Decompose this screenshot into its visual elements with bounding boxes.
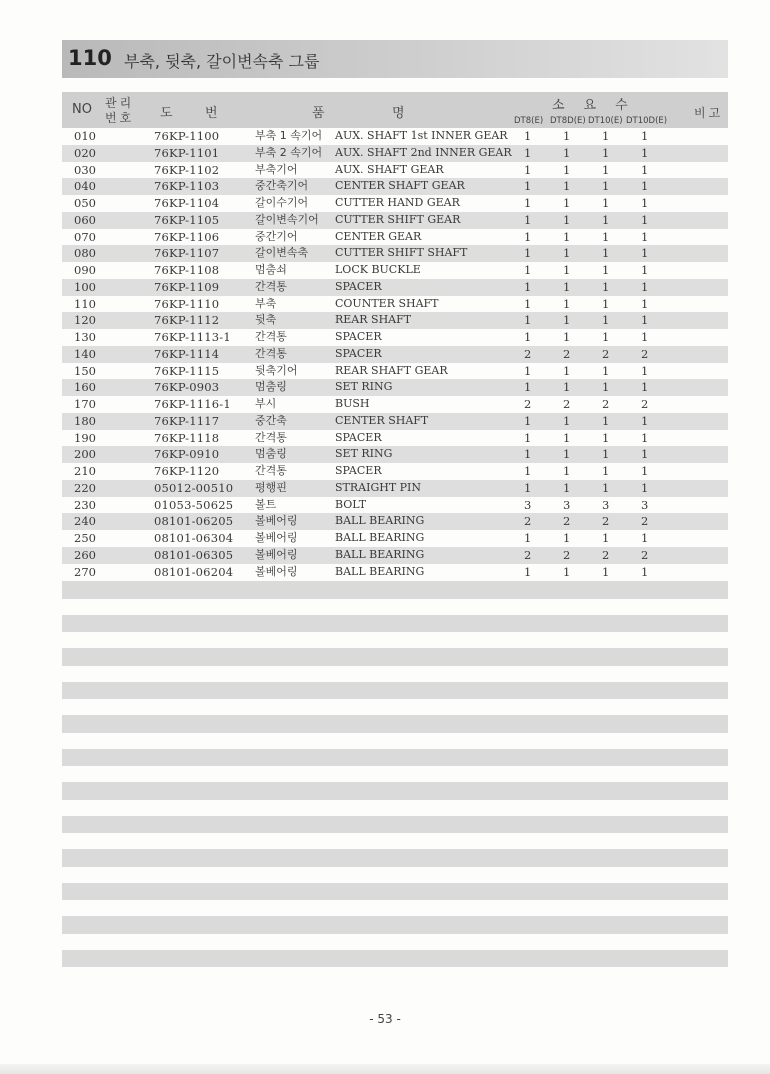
row-qty-dt10d: 1: [641, 480, 649, 495]
header-model: DT8(E): [514, 116, 544, 126]
row-korean-name: 간격통: [255, 346, 287, 360]
row-part-number: 76KP-1103: [154, 179, 220, 194]
empty-row-stripe: [62, 615, 728, 633]
row-qty-dt8: 1: [524, 531, 532, 545]
section-number: 110: [68, 46, 112, 70]
row-qty-dt8d: 1: [563, 196, 571, 210]
row-qty-dt10: 1: [602, 313, 610, 328]
row-qty-dt8d: 1: [563, 229, 571, 244]
row-english-name: BALL BEARING: [335, 514, 425, 528]
row-no: 150: [74, 363, 96, 378]
row-qty-dt10: 1: [602, 464, 610, 478]
row-no: 210: [74, 464, 96, 478]
row-qty-dt8: 1: [524, 447, 532, 462]
row-qty-dt8d: 1: [563, 413, 571, 428]
row-qty-dt8d: 1: [563, 564, 571, 579]
row-qty-dt10: 1: [602, 531, 610, 545]
row-korean-name: 부축: [255, 296, 277, 310]
row-qty-dt8: 1: [524, 413, 532, 428]
row-english-name: SPACER: [335, 430, 382, 444]
row-english-name: SPACER: [335, 279, 382, 293]
row-qty-dt10d: 1: [641, 564, 649, 579]
row-no: 180: [74, 413, 96, 428]
row-qty-dt10: 1: [602, 129, 610, 143]
row-no: 170: [74, 397, 96, 411]
row-qty-dt8: 1: [524, 212, 532, 227]
table-row: [62, 346, 728, 363]
row-no: 270: [74, 564, 96, 579]
row-english-name: COUNTER SHAFT: [335, 296, 439, 310]
row-qty-dt8: 1: [524, 296, 532, 311]
row-no: 160: [74, 380, 96, 395]
row-qty-dt8d: 1: [563, 145, 571, 160]
row-part-number: 76KP-1106: [154, 229, 220, 244]
row-part-number: 76KP-1112: [154, 313, 220, 328]
row-part-number: 76KP-1113-1: [154, 330, 231, 344]
row-no: 040: [74, 179, 96, 194]
table-row: [62, 178, 728, 195]
row-qty-dt10d: 1: [641, 145, 649, 160]
row-qty-dt10d: 1: [641, 363, 649, 378]
empty-row-stripe: [62, 682, 728, 700]
header-remarks: 비고: [694, 106, 724, 120]
row-qty-dt10d: 1: [641, 380, 649, 395]
row-part-number: 76KP-1116-1: [154, 397, 231, 411]
empty-row-stripe: [62, 950, 728, 968]
row-part-number: 76KP-1100: [154, 129, 220, 143]
row-english-name: SET RING: [335, 380, 393, 394]
table-row: [62, 229, 728, 246]
row-part-number: 76KP-0903: [154, 380, 220, 395]
row-english-name: AUX. SHAFT 1st INNER GEAR: [335, 129, 508, 142]
row-qty-dt8: 1: [524, 380, 532, 395]
row-english-name: BALL BEARING: [335, 564, 425, 578]
row-part-number: 76KP-1102: [154, 162, 220, 177]
row-no: 130: [74, 330, 96, 344]
header-model: DT10D(E): [626, 116, 668, 126]
row-qty-dt8d: 2: [563, 514, 571, 529]
row-no: 190: [74, 430, 96, 445]
header-model: DT10(E): [588, 116, 623, 126]
row-part-number: 05012-00510: [154, 480, 234, 495]
header-mgmt-line2: 번호: [105, 111, 135, 125]
row-qty-dt10: 1: [602, 145, 610, 160]
table-row: [62, 162, 728, 179]
row-qty-dt10d: 1: [641, 162, 649, 177]
empty-table-rows: [62, 581, 728, 983]
empty-row-stripe: [62, 816, 728, 834]
row-qty-dt10d: 1: [641, 430, 649, 445]
row-qty-dt8d: 1: [563, 531, 571, 545]
row-qty-dt8d: 1: [563, 129, 571, 143]
row-english-name: CUTTER HAND GEAR: [335, 196, 460, 209]
row-qty-dt8: 2: [524, 397, 532, 411]
row-no: 250: [74, 531, 96, 545]
row-no: 020: [74, 145, 96, 160]
row-qty-dt8d: 1: [563, 162, 571, 177]
page-bottom-edge: [0, 1064, 770, 1074]
row-korean-name: 볼베어링: [255, 514, 298, 528]
table-row: [62, 547, 728, 564]
row-qty-dt10d: 1: [641, 263, 649, 277]
row-no: 140: [74, 346, 96, 361]
row-korean-name: 볼베어링: [255, 564, 298, 578]
table-row: [62, 497, 728, 514]
row-qty-dt8d: 1: [563, 363, 571, 378]
row-qty-dt10: 1: [602, 380, 610, 395]
row-korean-name: 평행핀: [255, 480, 287, 494]
row-part-number: 76KP-1115: [154, 363, 220, 378]
row-qty-dt10d: 1: [641, 279, 649, 294]
empty-row-stripe: [62, 648, 728, 666]
row-korean-name: 멈춤링: [255, 447, 287, 461]
row-part-number: 76KP-1114: [154, 346, 220, 361]
empty-row-stripe: [62, 883, 728, 901]
row-qty-dt8d: 1: [563, 330, 571, 344]
row-qty-dt8: 1: [524, 129, 532, 143]
row-part-number: 08101-06304: [154, 531, 234, 545]
row-korean-name: 갈이변속기어: [255, 212, 319, 226]
row-no: 080: [74, 246, 96, 261]
row-part-number: 01053-50625: [154, 497, 234, 512]
row-qty-dt8d: 1: [563, 263, 571, 277]
row-no: 200: [74, 447, 96, 462]
page-number: - 53 -: [369, 1012, 401, 1026]
row-part-number: 08101-06204: [154, 564, 234, 579]
table-row: [62, 145, 728, 162]
row-korean-name: 중간기어: [255, 229, 298, 243]
row-qty-dt10d: 1: [641, 330, 649, 344]
row-qty-dt10: 1: [602, 447, 610, 462]
row-no: 030: [74, 162, 96, 177]
table-row: [62, 245, 728, 262]
row-qty-dt8d: 1: [563, 296, 571, 311]
row-part-number: 08101-06205: [154, 514, 234, 529]
row-korean-name: 부축 1 속기어: [255, 129, 323, 142]
row-qty-dt10: 3: [602, 497, 610, 512]
row-korean-name: 뒷축: [255, 313, 277, 327]
row-qty-dt10: 1: [602, 162, 610, 177]
row-part-number: 76KP-1108: [154, 263, 220, 277]
row-qty-dt10d: 3: [641, 497, 649, 512]
row-part-number: 76KP-1107: [154, 246, 220, 261]
row-qty-dt8: 1: [524, 464, 532, 478]
row-korean-name: 간격통: [255, 330, 287, 343]
row-qty-dt10d: 1: [641, 196, 649, 210]
row-qty-dt8d: 1: [563, 246, 571, 261]
row-english-name: AUX. SHAFT GEAR: [335, 162, 444, 176]
table-row: [62, 195, 728, 212]
empty-row-stripe: [62, 916, 728, 934]
table-row: [62, 463, 728, 480]
row-qty-dt8d: 1: [563, 430, 571, 445]
row-qty-dt10: 1: [602, 263, 610, 277]
row-part-number: 76KP-1110: [154, 296, 220, 311]
row-qty-dt10: 1: [602, 212, 610, 227]
row-korean-name: 멈춤링: [255, 380, 287, 394]
row-qty-dt10d: 1: [641, 531, 649, 545]
row-qty-dt8: 1: [524, 263, 532, 277]
row-no: 260: [74, 547, 96, 562]
table-row: [62, 312, 728, 329]
row-qty-dt8: 1: [524, 229, 532, 244]
row-english-name: BOLT: [335, 497, 367, 511]
table-row: [62, 296, 728, 313]
row-qty-dt10d: 1: [641, 447, 649, 462]
row-qty-dt10: 1: [602, 330, 610, 344]
row-qty-dt10d: 1: [641, 413, 649, 428]
row-no: 120: [74, 313, 96, 328]
header-part-no-2: 번: [205, 106, 218, 121]
header-part-no-1: 도: [160, 106, 173, 121]
row-qty-dt8d: 1: [563, 179, 571, 194]
row-english-name: SPACER: [335, 346, 382, 360]
row-qty-dt10: 2: [602, 547, 610, 562]
row-no: 220: [74, 480, 96, 495]
row-korean-name: 중간축기어: [255, 179, 309, 193]
row-part-number: 76KP-1101: [154, 145, 220, 160]
table-row: [62, 530, 728, 547]
row-qty-dt8d: 1: [563, 447, 571, 462]
row-qty-dt8: 1: [524, 313, 532, 328]
table-row: [62, 363, 728, 380]
row-no: 100: [74, 279, 96, 294]
row-no: 090: [74, 263, 96, 277]
row-english-name: SET RING: [335, 447, 393, 461]
row-qty-dt8: 2: [524, 547, 532, 562]
row-qty-dt8d: 2: [563, 547, 571, 562]
row-qty-dt10d: 2: [641, 397, 649, 411]
table-row: [62, 212, 728, 229]
row-qty-dt10d: 1: [641, 313, 649, 328]
row-qty-dt10: 1: [602, 246, 610, 261]
row-qty-dt10: 1: [602, 279, 610, 294]
row-qty-dt8: 1: [524, 162, 532, 177]
header-mgmt-line1: 관리: [105, 96, 135, 110]
row-qty-dt8d: 2: [563, 397, 571, 411]
row-korean-name: 멈춤쇠: [255, 263, 287, 276]
empty-row-stripe: [62, 749, 728, 767]
row-qty-dt10: 2: [602, 397, 610, 411]
row-no: 070: [74, 229, 96, 244]
row-korean-name: 부축 2 속기어: [255, 145, 323, 159]
row-qty-dt8: 1: [524, 480, 532, 495]
row-qty-dt8d: 1: [563, 279, 571, 294]
header-required-qty: 소요수: [552, 98, 647, 113]
empty-row-stripe: [62, 782, 728, 800]
row-part-number: 76KP-1104: [154, 196, 220, 210]
row-korean-name: 볼베어링: [255, 547, 298, 561]
row-part-number: 76KP-0910: [154, 447, 220, 462]
table-row: [62, 446, 728, 463]
row-qty-dt10d: 1: [641, 464, 649, 478]
row-english-name: CENTER GEAR: [335, 229, 422, 243]
row-korean-name: 갈이변속축: [255, 246, 309, 260]
row-part-number: 76KP-1120: [154, 464, 220, 478]
row-korean-name: 갈이수기어: [255, 196, 309, 209]
row-qty-dt10d: 1: [641, 179, 649, 194]
row-qty-dt8d: 1: [563, 464, 571, 478]
table-row: [62, 262, 728, 279]
table-row: [62, 413, 728, 430]
header-model: DT8D(E): [550, 116, 586, 126]
table-row: [62, 396, 728, 413]
row-english-name: SPACER: [335, 330, 382, 343]
row-english-name: REAR SHAFT: [335, 313, 412, 327]
row-no: 230: [74, 497, 96, 512]
row-qty-dt8: 1: [524, 196, 532, 210]
row-english-name: CENTER SHAFT: [335, 413, 429, 427]
row-no: 010: [74, 129, 96, 143]
row-qty-dt10d: 2: [641, 346, 649, 361]
row-part-number: 76KP-1117: [154, 413, 220, 428]
row-qty-dt8: 1: [524, 179, 532, 194]
table-row: [62, 430, 728, 447]
row-part-number: 76KP-1105: [154, 212, 220, 227]
row-english-name: CENTER SHAFT GEAR: [335, 179, 465, 193]
row-qty-dt8: 1: [524, 330, 532, 344]
row-qty-dt10d: 1: [641, 229, 649, 244]
table-header: [62, 92, 728, 128]
row-english-name: STRAIGHT PIN: [335, 480, 422, 494]
row-qty-dt10: 1: [602, 430, 610, 445]
row-english-name: BUSH: [335, 397, 370, 410]
row-qty-dt10: 1: [602, 179, 610, 194]
row-qty-dt8: 1: [524, 145, 532, 160]
row-qty-dt8: 1: [524, 430, 532, 445]
row-english-name: BALL BEARING: [335, 531, 425, 544]
section-title: 부축, 뒷축, 갈이변속축 그룹: [124, 52, 320, 71]
table-row: [62, 480, 728, 497]
row-qty-dt10: 1: [602, 229, 610, 244]
row-qty-dt10: 2: [602, 514, 610, 529]
row-qty-dt8: 2: [524, 514, 532, 529]
row-no: 050: [74, 196, 96, 210]
row-qty-dt10: 1: [602, 296, 610, 311]
row-qty-dt8: 1: [524, 363, 532, 378]
row-korean-name: 간격통: [255, 464, 287, 477]
row-english-name: LOCK BUCKLE: [335, 263, 421, 276]
empty-row-stripe: [62, 715, 728, 733]
row-english-name: CUTTER SHIFT GEAR: [335, 212, 461, 226]
row-qty-dt8: 1: [524, 279, 532, 294]
row-qty-dt10: 1: [602, 196, 610, 210]
row-qty-dt10d: 2: [641, 514, 649, 529]
table-row: [62, 564, 728, 581]
row-qty-dt10d: 2: [641, 547, 649, 562]
row-qty-dt8d: 1: [563, 212, 571, 227]
header-name-1: 품: [312, 106, 325, 121]
row-korean-name: 볼베어링: [255, 531, 298, 544]
row-english-name: CUTTER SHIFT SHAFT: [335, 246, 468, 260]
row-qty-dt8: 2: [524, 346, 532, 361]
row-qty-dt10d: 1: [641, 246, 649, 261]
row-korean-name: 중간축: [255, 413, 287, 427]
row-korean-name: 볼트: [255, 497, 277, 511]
table-row: [62, 513, 728, 530]
row-qty-dt8d: 1: [563, 380, 571, 395]
row-no: 060: [74, 212, 96, 227]
row-part-number: 76KP-1109: [154, 279, 220, 294]
row-qty-dt10: 1: [602, 480, 610, 495]
row-qty-dt10: 1: [602, 363, 610, 378]
parts-table-body: [62, 128, 728, 580]
row-qty-dt8d: 2: [563, 346, 571, 361]
row-english-name: REAR SHAFT GEAR: [335, 363, 448, 377]
row-korean-name: 뒷축기어: [255, 363, 298, 377]
row-korean-name: 간격통: [255, 279, 287, 293]
row-no: 240: [74, 514, 96, 529]
row-no: 110: [74, 296, 96, 311]
table-row: [62, 128, 728, 145]
row-qty-dt10d: 1: [641, 296, 649, 311]
row-korean-name: 부축기어: [255, 162, 298, 176]
row-qty-dt10d: 1: [641, 129, 649, 143]
row-qty-dt8: 3: [524, 497, 532, 512]
section-title-bar: [62, 40, 728, 78]
row-qty-dt8d: 3: [563, 497, 571, 512]
empty-row-stripe: [62, 849, 728, 867]
row-english-name: SPACER: [335, 464, 382, 477]
row-qty-dt8: 1: [524, 246, 532, 261]
row-qty-dt10d: 1: [641, 212, 649, 227]
row-qty-dt10: 1: [602, 564, 610, 579]
row-qty-dt10: 1: [602, 413, 610, 428]
row-qty-dt8d: 1: [563, 313, 571, 328]
row-qty-dt8d: 1: [563, 480, 571, 495]
row-korean-name: 부시: [255, 397, 277, 410]
table-row: [62, 329, 728, 346]
row-part-number: 76KP-1118: [154, 430, 220, 445]
row-qty-dt8: 1: [524, 564, 532, 579]
table-row: [62, 279, 728, 296]
table-row: [62, 379, 728, 396]
row-korean-name: 간격통: [255, 430, 287, 444]
row-part-number: 08101-06305: [154, 547, 234, 562]
header-no: NO: [72, 102, 92, 117]
row-english-name: BALL BEARING: [335, 547, 425, 561]
row-english-name: AUX. SHAFT 2nd INNER GEAR: [335, 145, 512, 159]
row-qty-dt10: 2: [602, 346, 610, 361]
empty-row-stripe: [62, 581, 728, 599]
header-name-2: 명: [392, 106, 405, 121]
